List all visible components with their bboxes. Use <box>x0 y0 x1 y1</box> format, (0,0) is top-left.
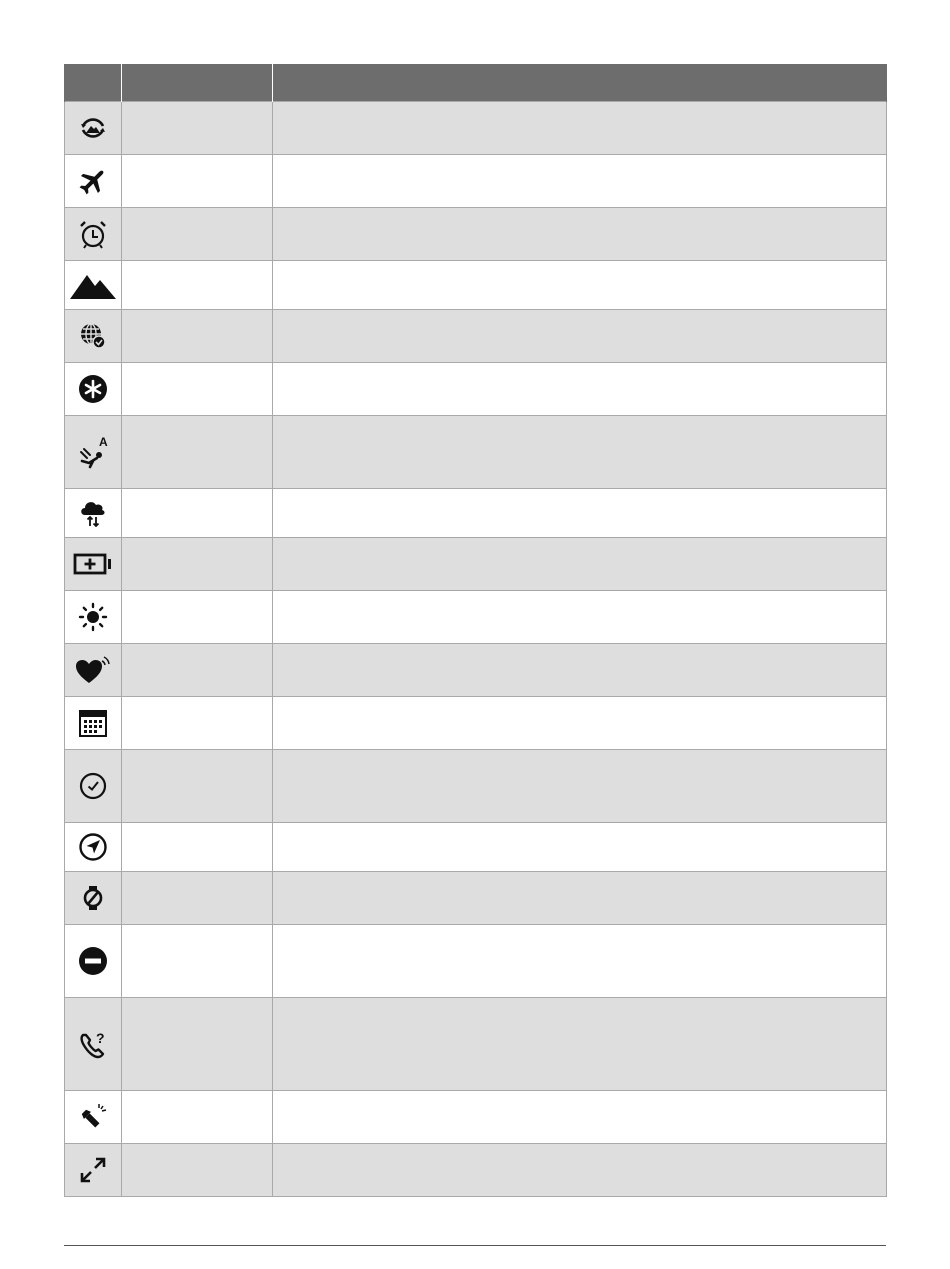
row-name <box>122 872 273 925</box>
header-description <box>273 64 887 102</box>
watch-off-icon <box>77 882 109 914</box>
footer-divider <box>64 1245 886 1246</box>
table-row <box>65 823 887 872</box>
table-row <box>65 363 887 416</box>
table-header-row <box>65 64 887 102</box>
row-description <box>273 310 887 363</box>
row-description <box>273 697 887 750</box>
row-name <box>122 644 273 697</box>
row-name <box>122 591 273 644</box>
compass-icon <box>77 831 109 863</box>
table-row <box>65 591 887 644</box>
alarm-clock-icon <box>77 218 109 250</box>
table-row <box>65 998 887 1091</box>
header-name <box>122 64 273 102</box>
row-description <box>273 261 887 310</box>
expand-arrows-icon <box>77 1154 109 1186</box>
clock-icon <box>77 770 109 802</box>
row-description <box>273 363 887 416</box>
row-description <box>273 1091 887 1144</box>
row-name <box>122 261 273 310</box>
row-description <box>273 155 887 208</box>
table-row <box>65 750 887 823</box>
do-not-disturb-icon <box>77 945 109 977</box>
row-description <box>273 750 887 823</box>
row-name <box>122 750 273 823</box>
globe-sync-icon <box>77 320 109 352</box>
table-row <box>65 310 887 363</box>
controls-table <box>64 64 887 1197</box>
row-name <box>122 998 273 1091</box>
table-row <box>65 489 887 538</box>
row-name <box>122 489 273 538</box>
airplane-icon <box>77 165 109 197</box>
table-row <box>65 155 887 208</box>
row-name <box>122 208 273 261</box>
row-description <box>273 489 887 538</box>
row-name <box>122 310 273 363</box>
row-description <box>273 538 887 591</box>
battery-plus-icon <box>73 548 113 580</box>
row-description <box>273 1144 887 1197</box>
row-name <box>122 363 273 416</box>
table-row <box>65 872 887 925</box>
table-row <box>65 644 887 697</box>
svg-text:A: A <box>99 435 108 449</box>
flashlight-icon <box>77 1101 109 1133</box>
table-row <box>65 102 887 155</box>
mountain-icon <box>69 269 117 301</box>
calendar-icon <box>77 707 109 739</box>
row-description <box>273 591 887 644</box>
row-name <box>122 1091 273 1144</box>
row-description <box>273 925 887 998</box>
table-row <box>65 538 887 591</box>
find-phone-icon <box>77 1026 109 1062</box>
row-name <box>122 925 273 998</box>
row-name <box>122 102 273 155</box>
row-description <box>273 208 887 261</box>
table-row <box>65 1144 887 1197</box>
row-name <box>122 697 273 750</box>
svg-text:?: ? <box>96 1030 105 1046</box>
row-name <box>122 1144 273 1197</box>
table-row <box>65 261 887 310</box>
asterisk-circle-icon <box>77 373 109 405</box>
heart-broadcast-icon <box>75 654 111 686</box>
table-row <box>65 208 887 261</box>
row-name <box>122 538 273 591</box>
sun-brightness-icon <box>77 601 109 633</box>
table-row <box>65 697 887 750</box>
row-name <box>122 823 273 872</box>
row-description <box>273 102 887 155</box>
cloud-sync-icon <box>77 497 109 529</box>
row-description <box>273 823 887 872</box>
auto-dive-icon <box>77 434 109 470</box>
row-name <box>122 155 273 208</box>
row-description <box>273 644 887 697</box>
row-description <box>273 998 887 1091</box>
row-description <box>273 416 887 489</box>
row-name <box>122 416 273 489</box>
header-icon <box>65 64 122 102</box>
altitude-acclimation-icon <box>77 112 109 144</box>
table-row <box>65 1091 887 1144</box>
table-row <box>65 925 887 998</box>
table-row <box>65 416 887 489</box>
row-description <box>273 872 887 925</box>
